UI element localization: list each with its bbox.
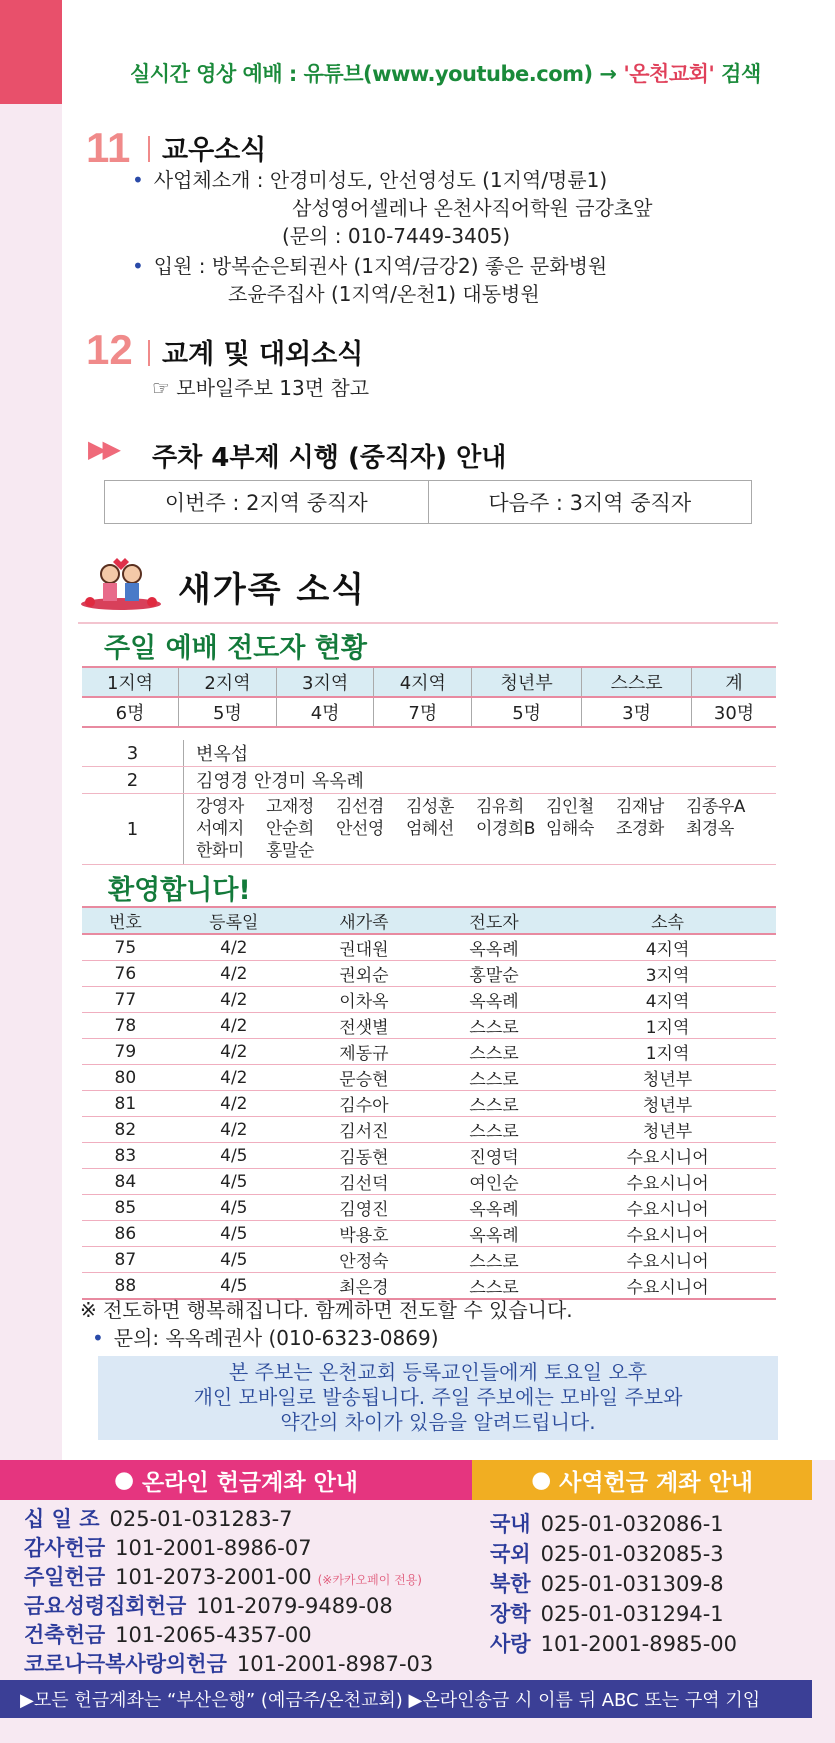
table-cell: 4지역 <box>559 934 776 961</box>
account-row: 코로나극복사랑의헌금 101-2001-8987-03 <box>24 1652 434 1676</box>
table-cell: 스스로 <box>429 1039 559 1065</box>
table-cell: 옥옥례 <box>429 1195 559 1221</box>
mobile-bulletin-ref: ☞ 모바일주보 13면 참고 <box>152 376 370 400</box>
account-row: 국내 025-01-032086-1 <box>490 1512 724 1536</box>
table-cell: 박용호 <box>299 1221 429 1247</box>
section-divider <box>148 340 150 366</box>
table-cell: 김선덕 <box>299 1169 429 1195</box>
mobile-notice-box <box>98 1356 778 1440</box>
new-family-table <box>82 906 776 1300</box>
table-cell: 스스로 <box>429 1273 559 1300</box>
parking-box <box>104 480 752 524</box>
table-cell: 4/5 <box>169 1143 299 1169</box>
table-cell: 3명 <box>582 697 692 727</box>
account-row: 금요성령집회헌금 101-2079-9489-08 <box>24 1594 393 1618</box>
table-cell: 4지역 <box>559 987 776 1013</box>
rank-count: 1 <box>82 794 184 865</box>
business-intro-line2: 삼성영어셀레나 온천사직어학원 금강초앞 <box>292 196 653 220</box>
rank-count: 3 <box>82 740 184 767</box>
evangelist-name: 홍말순 <box>266 841 314 861</box>
evangelism-title: 주일 예배 전도자 현황 <box>104 633 367 664</box>
table-cell: 4/5 <box>169 1169 299 1195</box>
table-cell: 4/2 <box>169 1013 299 1039</box>
table-cell: 제동규 <box>299 1039 429 1065</box>
table-row <box>82 1039 776 1065</box>
table-cell: 77 <box>82 987 169 1013</box>
rank-names: 김영경 안경미 옥옥례 <box>184 767 777 794</box>
mission-offering-header: ● 사역헌금 계좌 안내 <box>472 1460 812 1500</box>
table-header-cell: 4지역 <box>374 667 472 697</box>
evangelist-name: 임해숙 <box>546 819 594 839</box>
evangelist-name: 안순희 <box>266 819 314 839</box>
evangelist-name: 김인철 <box>546 797 594 817</box>
table-row <box>82 1247 776 1273</box>
account-row: 건축헌금 101-2065-4357-00 <box>24 1623 312 1647</box>
rank-names: 변옥섭 <box>184 740 777 767</box>
section-number-11: 11 <box>86 124 131 171</box>
table-cell: 78 <box>82 1013 169 1039</box>
section-title-external: 교계 및 대외소식 <box>162 339 364 370</box>
table-cell: 스스로 <box>429 1091 559 1117</box>
evangelism-table <box>82 666 776 728</box>
evangelist-name: 김유희 <box>476 797 524 817</box>
table-row <box>82 1143 776 1169</box>
table-cell: 안정숙 <box>299 1247 429 1273</box>
table-cell: 7명 <box>374 697 472 727</box>
table-cell: 최은경 <box>299 1273 429 1300</box>
table-cell: 4/5 <box>169 1221 299 1247</box>
table-cell: 3지역 <box>559 961 776 987</box>
evangelist-name: 엄혜선 <box>406 819 454 839</box>
welcome-title: 환영합니다! <box>108 875 251 906</box>
table-cell: 청년부 <box>559 1117 776 1143</box>
table-header-cell: 청년부 <box>472 667 582 697</box>
table-row <box>82 961 776 987</box>
table-cell: 4명 <box>276 697 374 727</box>
table-cell: 4/5 <box>169 1273 299 1300</box>
evangelist-name: 안선영 <box>336 819 384 839</box>
evangelism-note: ※ 전도하면 행복해집니다. 함께하면 전도할 수 있습니다. <box>80 1298 573 1322</box>
table-cell: 87 <box>82 1247 169 1273</box>
table-header-cell: 새가족 <box>299 907 429 934</box>
table-cell: 홍말순 <box>429 961 559 987</box>
table-cell: 이차옥 <box>299 987 429 1013</box>
evangelist-name: 최경옥 <box>686 819 734 839</box>
table-cell: 청년부 <box>559 1065 776 1091</box>
account-row: 북한 025-01-031309-8 <box>490 1572 724 1596</box>
circle-bullet-icon: ● <box>113 1467 143 1493</box>
parking-title: 주차 4부제 시행 (중직자) 안내 <box>152 443 507 473</box>
parking-this-week: 이번주 : 2지역 중직자 <box>105 481 429 523</box>
table-header-cell: 계 <box>692 667 776 697</box>
table-row <box>82 1221 776 1247</box>
table-cell: 4/2 <box>169 1039 299 1065</box>
circle-bullet-icon: ● <box>531 1467 560 1493</box>
table-cell: 30명 <box>692 697 776 727</box>
account-row: 주일헌금 101-2073-2001-00 (※카카오페이 전용) <box>24 1565 422 1589</box>
table-cell: 88 <box>82 1273 169 1300</box>
table-cell: 79 <box>82 1039 169 1065</box>
table-cell: 전샛별 <box>299 1013 429 1039</box>
table-header-cell: 등록일 <box>169 907 299 934</box>
table-cell: 스스로 <box>429 1065 559 1091</box>
table-cell: 82 <box>82 1117 169 1143</box>
table-cell: 5명 <box>179 697 277 727</box>
account-row: 감사헌금 101-2001-8986-07 <box>24 1536 312 1560</box>
table-cell: 옥옥례 <box>429 1221 559 1247</box>
table-cell: 4/5 <box>169 1195 299 1221</box>
table-cell: 4/2 <box>169 1117 299 1143</box>
evangelist-name: 서예지 <box>196 819 244 839</box>
table-cell: 수요시니어 <box>559 1247 776 1273</box>
rank-names-grid <box>196 794 776 864</box>
table-cell: 5명 <box>472 697 582 727</box>
evangelist-name: 김성훈 <box>406 797 454 817</box>
parking-next-week: 다음주 : 3지역 중직자 <box>488 491 692 515</box>
table-row <box>82 987 776 1013</box>
couple-icon <box>78 558 164 612</box>
section-title-members: 교우소식 <box>162 135 267 166</box>
notice-line: 약간의 차이가 있음을 알려드립니다. <box>280 1410 596 1434</box>
evangelist-name: 한화미 <box>196 841 244 861</box>
table-cell: 진영덕 <box>429 1143 559 1169</box>
table-cell: 86 <box>82 1221 169 1247</box>
rank-names-cell <box>184 794 777 865</box>
business-intro-contact: (문의 : 010-7449-3405) <box>282 224 511 248</box>
table-cell: 4/2 <box>169 934 299 961</box>
pointing-hand-icon: ☞ <box>152 376 170 400</box>
table-cell: 청년부 <box>559 1091 776 1117</box>
table-cell: 김영진 <box>299 1195 429 1221</box>
table-cell: 스스로 <box>429 1117 559 1143</box>
table-row <box>82 1169 776 1195</box>
table-cell: 85 <box>82 1195 169 1221</box>
table-cell: 문승현 <box>299 1065 429 1091</box>
table-header-cell: 1지역 <box>82 667 179 697</box>
bank-footer: ▶모든 헌금계좌는 “부산은행” (예금주/온천교회) ▶온라인송금 시 이름 뒤 ABC 또는 구역 기입 <box>0 1680 812 1718</box>
new-family-title: 새가족 소식 <box>178 570 367 610</box>
evangelist-ranking-table <box>82 740 776 865</box>
table-cell: 수요시니어 <box>559 1195 776 1221</box>
table-header-cell: 전도자 <box>429 907 559 934</box>
table-cell: 1지역 <box>559 1039 776 1065</box>
notice-line: 개인 모바일로 발송됩니다. 주일 주보에는 모바일 주보와 <box>193 1385 683 1409</box>
table-cell: 75 <box>82 934 169 961</box>
notice-line: 본 주보는 온천교회 등록교인들에게 토요일 오후 <box>228 1360 648 1384</box>
table-cell: 김서진 <box>299 1117 429 1143</box>
table-cell: 옥옥례 <box>429 934 559 961</box>
double-arrow-icon: ▶▶ <box>88 435 117 463</box>
table-cell: 76 <box>82 961 169 987</box>
table-cell: 84 <box>82 1169 169 1195</box>
table-cell: 수요시니어 <box>559 1169 776 1195</box>
account-row: 십 일 조 025-01-031283-7 <box>24 1507 293 1531</box>
table-cell: 81 <box>82 1091 169 1117</box>
table-cell: 김수아 <box>299 1091 429 1117</box>
table-cell: 4/5 <box>169 1247 299 1273</box>
hospital-line1: • 입원 : 방복순은퇴권사 (1지역/금강2) 좋은 문화병원 <box>132 254 608 278</box>
account-row: 장학 025-01-031294-1 <box>490 1602 724 1626</box>
table-cell: 수요시니어 <box>559 1221 776 1247</box>
table-cell: 옥옥례 <box>429 987 559 1013</box>
table-row <box>82 1195 776 1221</box>
table-row <box>82 934 776 961</box>
table-header-cell: 소속 <box>559 907 776 934</box>
table-header-cell: 스스로 <box>582 667 692 697</box>
table-cell: 김동현 <box>299 1143 429 1169</box>
table-cell: 4/2 <box>169 1065 299 1091</box>
table-row <box>82 1091 776 1117</box>
table-row <box>82 1065 776 1091</box>
evangelist-name: 김선겸 <box>336 797 384 817</box>
table-cell: 4/2 <box>169 1091 299 1117</box>
evangelist-name: 김재남 <box>616 797 664 817</box>
table-cell: 권외순 <box>299 961 429 987</box>
table-cell: 권대원 <box>299 934 429 961</box>
live-worship-banner: 실시간 영상 예배 : 유튜브(www.youtube.com) → '온천교회' 검색 <box>130 62 761 86</box>
table-cell: 스스로 <box>429 1013 559 1039</box>
contact-line: • 문의: 옥옥례권사 (010-6323-0869) <box>92 1326 439 1350</box>
table-row <box>82 1117 776 1143</box>
business-intro-line1: • 사업체소개 : 안경미성도, 안선영성도 (1지역/명륜1) <box>132 168 608 192</box>
evangelist-name: 김종우A <box>686 797 745 817</box>
table-cell: 4/2 <box>169 987 299 1013</box>
evangelist-name: 고재정 <box>266 797 314 817</box>
table-cell: 4/2 <box>169 961 299 987</box>
table-cell: 83 <box>82 1143 169 1169</box>
divider <box>78 622 778 624</box>
section-divider <box>148 136 150 162</box>
evangelist-name: 이경희B <box>476 819 535 839</box>
evangelist-name: 조경화 <box>616 819 664 839</box>
account-row: 사랑 101-2001-8985-00 <box>490 1632 738 1656</box>
table-cell: 수요시니어 <box>559 1143 776 1169</box>
table-cell: 스스로 <box>429 1247 559 1273</box>
table-row <box>82 1013 776 1039</box>
table-header-cell: 번호 <box>82 907 169 934</box>
account-row: 국외 025-01-032085-3 <box>490 1542 724 1566</box>
rank-count: 2 <box>82 767 184 794</box>
table-cell: 1지역 <box>559 1013 776 1039</box>
table-cell: 6명 <box>82 697 179 727</box>
table-header-cell: 2지역 <box>179 667 277 697</box>
table-header-cell: 3지역 <box>276 667 374 697</box>
table-cell: 80 <box>82 1065 169 1091</box>
hospital-line2: 조윤주집사 (1지역/온천1) 대동병원 <box>228 282 540 306</box>
evangelist-name: 강영자 <box>196 797 244 817</box>
online-offering-header: ● 온라인 헌금계좌 안내 <box>0 1460 472 1500</box>
table-cell: 여인순 <box>429 1169 559 1195</box>
section-number-12: 12 <box>86 326 133 373</box>
table-cell: 수요시니어 <box>559 1273 776 1300</box>
